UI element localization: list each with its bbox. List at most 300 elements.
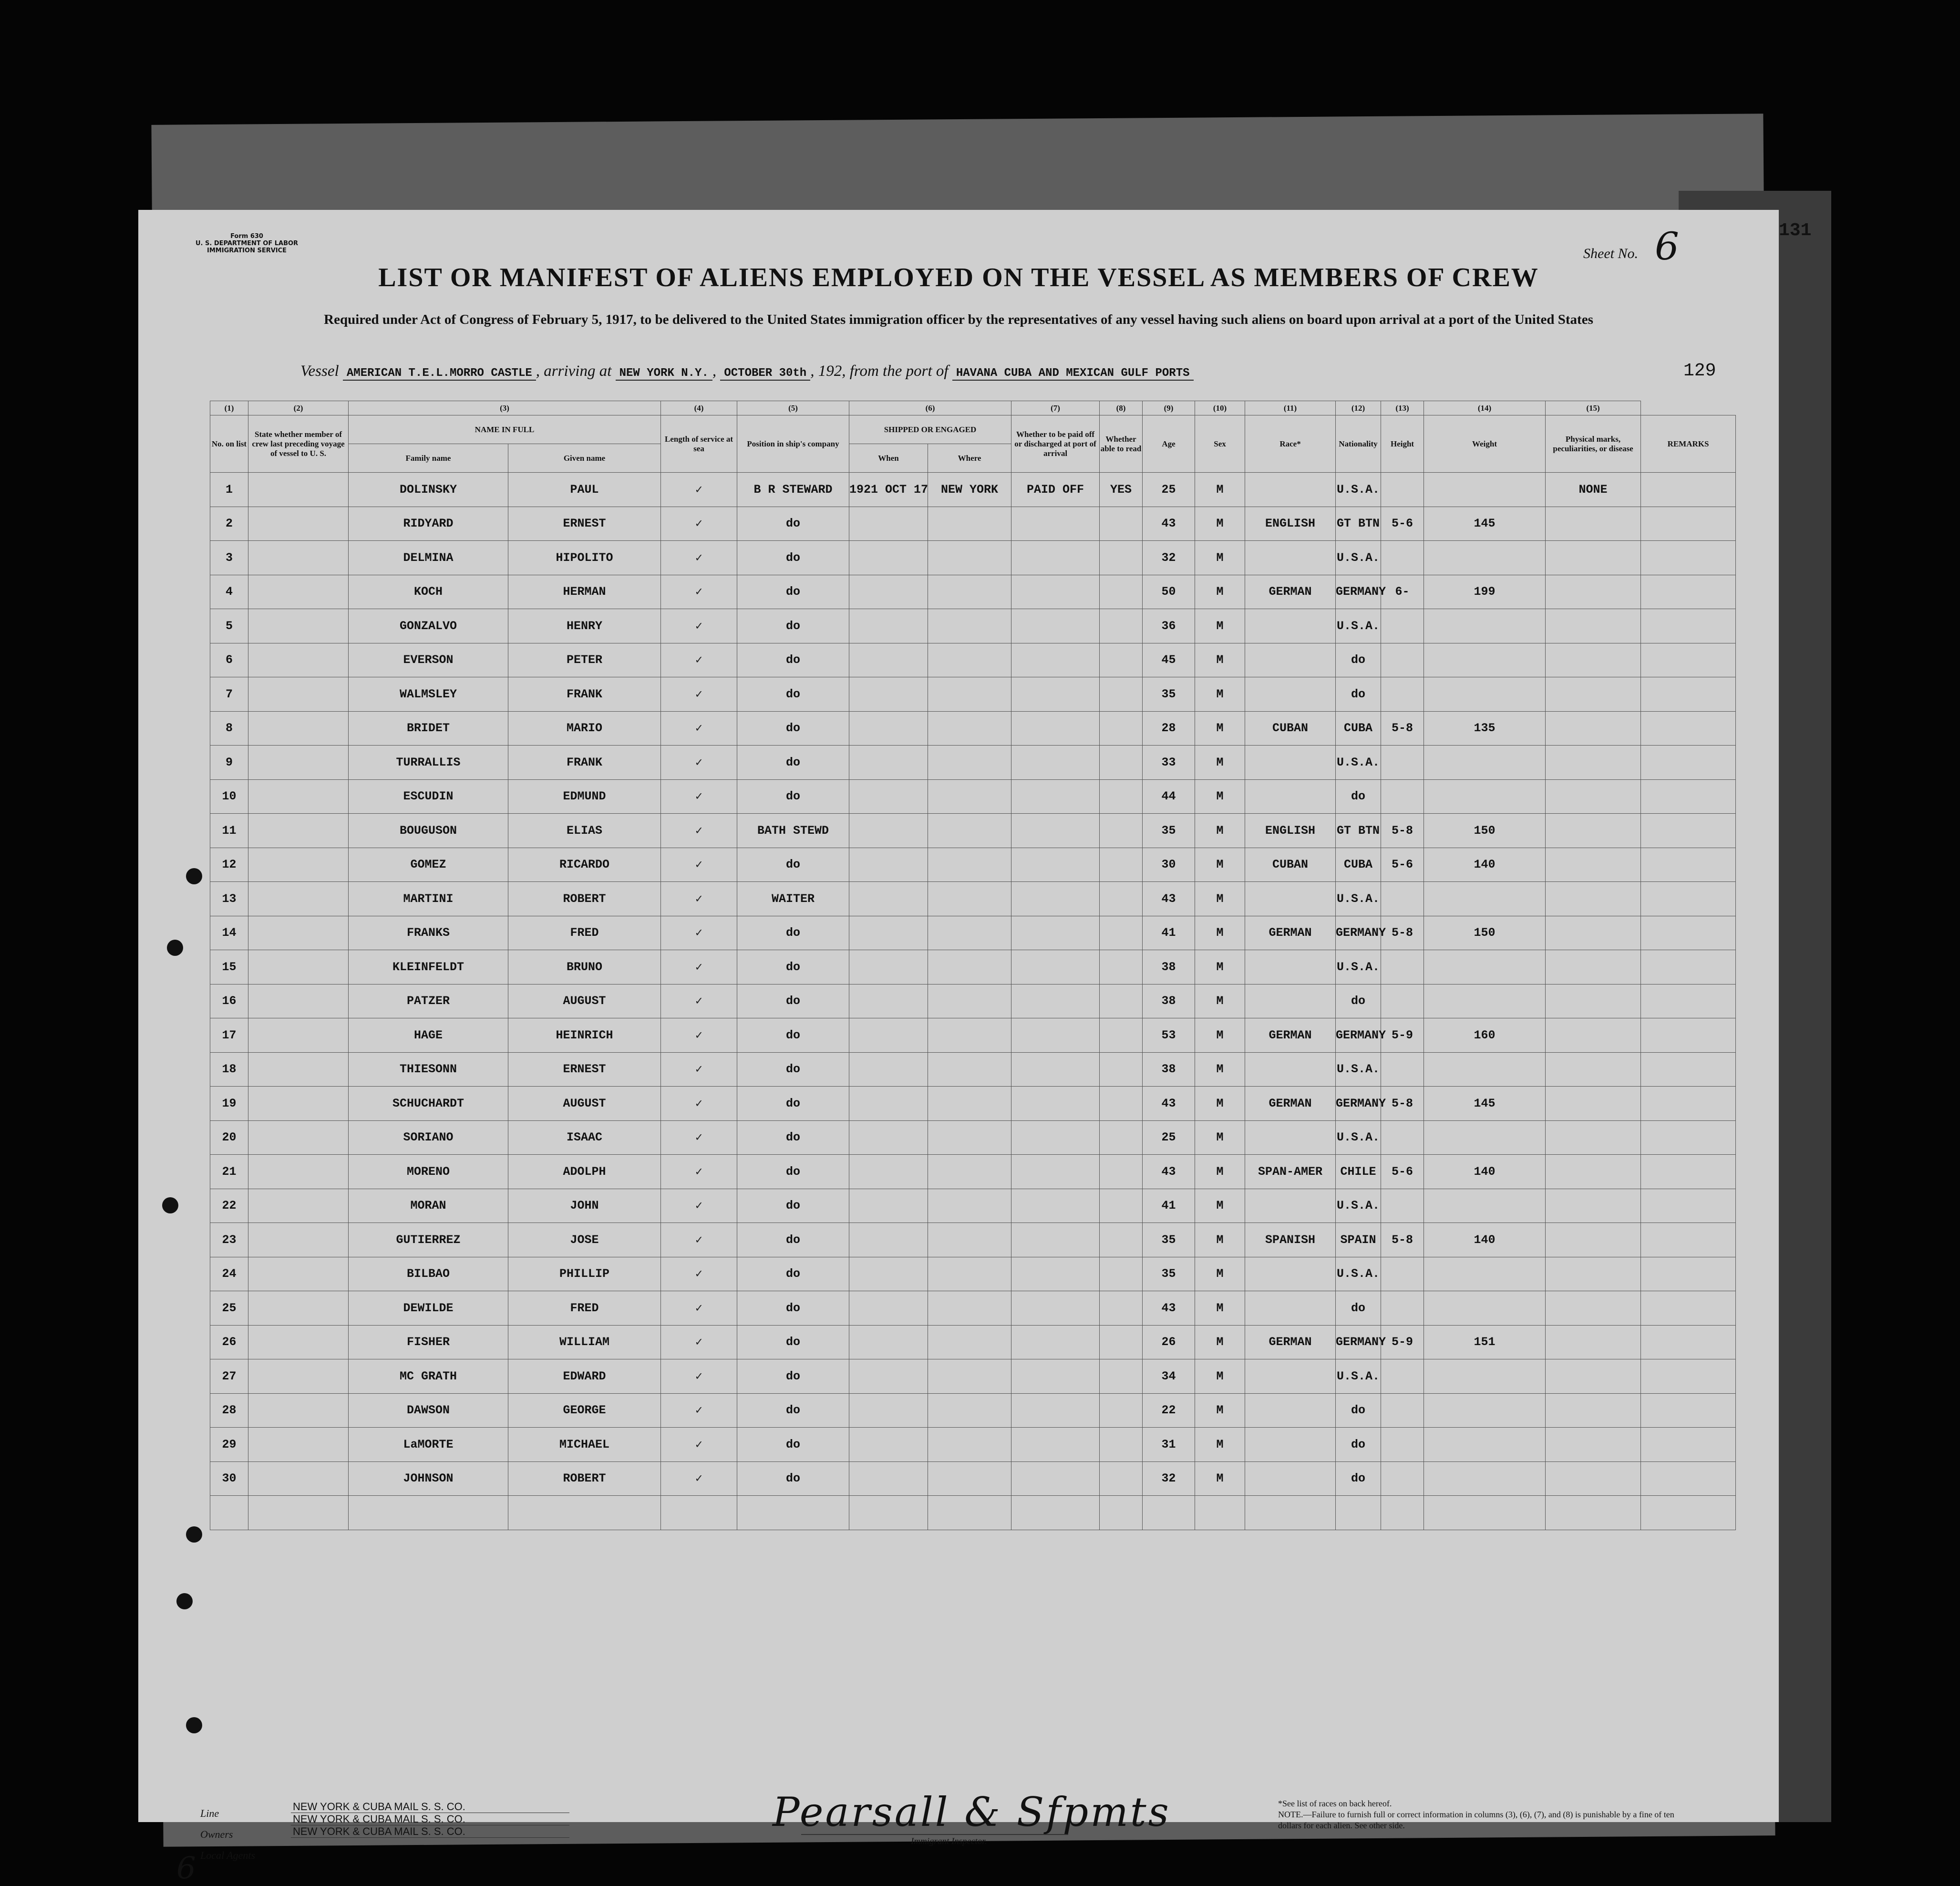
table-row — [210, 1393, 1736, 1428]
race: GERMAN — [1245, 575, 1336, 609]
paid-off — [1011, 1325, 1100, 1359]
sex: M — [1195, 984, 1245, 1018]
sex: M — [1195, 507, 1245, 541]
paid-off — [1011, 1257, 1100, 1291]
physical-marks — [1546, 609, 1641, 643]
given-name: ROBERT — [508, 882, 661, 916]
service-check: ✓ — [661, 1155, 737, 1189]
race — [1245, 950, 1336, 984]
blank-cell — [1336, 1496, 1381, 1530]
age: 44 — [1143, 779, 1195, 814]
row-number: 6 — [210, 643, 248, 677]
table-row — [210, 1052, 1736, 1087]
nationality: GERMANY — [1336, 1087, 1381, 1121]
sex: M — [1195, 1052, 1245, 1087]
weight: 140 — [1424, 848, 1546, 882]
table-row — [210, 1155, 1736, 1189]
family-name: RIDYARD — [349, 507, 508, 541]
physical-marks — [1546, 1393, 1641, 1428]
race — [1245, 1189, 1336, 1223]
physical-marks — [1546, 916, 1641, 950]
sex: M — [1195, 609, 1245, 643]
given-name: GEORGE — [508, 1393, 661, 1428]
able-to-read — [1100, 848, 1143, 882]
nationality: U.S.A. — [1336, 609, 1381, 643]
service-check: ✓ — [661, 814, 737, 848]
remarks — [1641, 1189, 1736, 1223]
weight — [1424, 1257, 1546, 1291]
table-row — [210, 541, 1736, 575]
row-number: 17 — [210, 1018, 248, 1053]
owners-stamp: NEW YORK & CUBA MAIL S. S. CO. — [291, 1813, 569, 1825]
shipped-when — [849, 711, 928, 746]
remarks — [1641, 609, 1736, 643]
shipped-when — [849, 814, 928, 848]
nationality: do — [1336, 984, 1381, 1018]
position: do — [737, 575, 849, 609]
service-check: ✓ — [661, 848, 737, 882]
age: 26 — [1143, 1325, 1195, 1359]
position: do — [737, 848, 849, 882]
nationality: GERMANY — [1336, 1325, 1381, 1359]
row-number: 10 — [210, 779, 248, 814]
nationality: U.S.A. — [1336, 882, 1381, 916]
col-num-14: (14) — [1424, 401, 1546, 415]
able-to-read — [1100, 677, 1143, 712]
paid-off — [1011, 1189, 1100, 1223]
nationality: GERMANY — [1336, 916, 1381, 950]
height: 5-8 — [1381, 814, 1424, 848]
family-name: MARTINI — [349, 882, 508, 916]
nationality: SPAIN — [1336, 1223, 1381, 1257]
state-whether-cell — [248, 1291, 349, 1326]
remarks — [1641, 779, 1736, 814]
remarks — [1641, 882, 1736, 916]
shipped-where — [928, 916, 1011, 950]
header-able-to-read: Whether able to read — [1100, 415, 1143, 473]
sex: M — [1195, 814, 1245, 848]
local-agent-number: 6 — [176, 1851, 196, 1886]
able-to-read — [1100, 1087, 1143, 1121]
state-whether-cell — [248, 1461, 349, 1496]
sex: M — [1195, 1325, 1245, 1359]
able-to-read — [1100, 1461, 1143, 1496]
remarks — [1641, 1461, 1736, 1496]
height — [1381, 1461, 1424, 1496]
row-number: 24 — [210, 1257, 248, 1291]
shipped-when — [849, 1223, 928, 1257]
col-num-4: (4) — [661, 401, 737, 415]
able-to-read — [1100, 746, 1143, 780]
family-name: KOCH — [349, 575, 508, 609]
col-num-5: (5) — [737, 401, 849, 415]
physical-marks — [1546, 677, 1641, 712]
weight — [1424, 1120, 1546, 1155]
position: do — [737, 711, 849, 746]
age: 35 — [1143, 814, 1195, 848]
paid-off — [1011, 1018, 1100, 1053]
service-check: ✓ — [661, 1120, 737, 1155]
service-check: ✓ — [661, 677, 737, 712]
row-number: 1 — [210, 473, 248, 507]
able-to-read — [1100, 814, 1143, 848]
nationality: U.S.A. — [1336, 950, 1381, 984]
race: GERMAN — [1245, 1018, 1336, 1053]
given-name: ERNEST — [508, 507, 661, 541]
header-age: Age — [1143, 415, 1195, 473]
height: 5-8 — [1381, 916, 1424, 950]
height — [1381, 882, 1424, 916]
shipped-where — [928, 746, 1011, 780]
state-whether-cell — [248, 916, 349, 950]
shipped-when — [849, 779, 928, 814]
vessel-label: Vessel — [300, 363, 339, 380]
weight: 160 — [1424, 1018, 1546, 1053]
state-whether-cell — [248, 1018, 349, 1053]
nationality: U.S.A. — [1336, 1257, 1381, 1291]
table-row — [210, 779, 1736, 814]
paid-off — [1011, 541, 1100, 575]
paid-off — [1011, 1461, 1100, 1496]
blank-cell — [210, 1496, 248, 1530]
shipped-where — [928, 984, 1011, 1018]
blank-row — [210, 1496, 1736, 1530]
position: do — [737, 507, 849, 541]
age: 43 — [1143, 1155, 1195, 1189]
physical-marks — [1546, 541, 1641, 575]
age: 30 — [1143, 848, 1195, 882]
header-shipped: SHIPPED OR ENGAGED — [849, 415, 1011, 444]
family-name: MORAN — [349, 1189, 508, 1223]
shipped-when — [849, 1120, 928, 1155]
sex: M — [1195, 1189, 1245, 1223]
height — [1381, 541, 1424, 575]
manifest-table-wrap — [210, 401, 1736, 1530]
paid-off — [1011, 677, 1100, 712]
binder-hole — [186, 1526, 202, 1543]
remarks — [1641, 507, 1736, 541]
remarks — [1641, 848, 1736, 882]
table-row — [210, 677, 1736, 712]
given-name: FRED — [508, 916, 661, 950]
shipped-where — [928, 1052, 1011, 1087]
row-number: 8 — [210, 711, 248, 746]
family-name: BOUGUSON — [349, 814, 508, 848]
age: 36 — [1143, 609, 1195, 643]
sex: M — [1195, 1018, 1245, 1053]
shipped-where — [928, 507, 1011, 541]
col-num-6: (6) — [849, 401, 1011, 415]
state-whether-cell — [248, 1359, 349, 1394]
family-name: LaMORTE — [349, 1428, 508, 1462]
position: do — [737, 1087, 849, 1121]
height — [1381, 1359, 1424, 1394]
arriving-label: , arriving at — [536, 363, 612, 380]
age: 45 — [1143, 643, 1195, 677]
header-where: Where — [928, 444, 1011, 473]
service-check: ✓ — [661, 1257, 737, 1291]
weight: 145 — [1424, 1087, 1546, 1121]
races-note: *See list of races on back hereof. — [1278, 1799, 1392, 1808]
blank-cell — [1100, 1496, 1143, 1530]
age: 50 — [1143, 575, 1195, 609]
given-name: HERMAN — [508, 575, 661, 609]
shipped-where — [928, 1257, 1011, 1291]
shipped-where — [928, 1393, 1011, 1428]
position: do — [737, 779, 849, 814]
row-number: 2 — [210, 507, 248, 541]
table-row — [210, 575, 1736, 609]
nationality: GERMANY — [1336, 575, 1381, 609]
col-num-1: (1) — [210, 401, 248, 415]
able-to-read — [1100, 1359, 1143, 1394]
remarks — [1641, 1223, 1736, 1257]
shipped-where — [928, 677, 1011, 712]
weight: 140 — [1424, 1155, 1546, 1189]
able-to-read — [1100, 609, 1143, 643]
row-number: 30 — [210, 1461, 248, 1496]
blank-cell — [349, 1496, 508, 1530]
inspector-signature: Pearsall & Sfpmts — [773, 1789, 1171, 1835]
race: CUBAN — [1245, 848, 1336, 882]
shipped-where — [928, 1189, 1011, 1223]
able-to-read — [1100, 1052, 1143, 1087]
given-name: AUGUST — [508, 1087, 661, 1121]
race — [1245, 1461, 1336, 1496]
arrival-date: OCTOBER 30th — [720, 367, 810, 381]
row-number: 26 — [210, 1325, 248, 1359]
shipped-where — [928, 643, 1011, 677]
shipped-where — [928, 1291, 1011, 1326]
position: do — [737, 1291, 849, 1326]
state-whether-cell — [248, 814, 349, 848]
height: 5-8 — [1381, 711, 1424, 746]
col-num-9: (9) — [1143, 401, 1195, 415]
blank-cell — [928, 1496, 1011, 1530]
physical-marks — [1546, 1120, 1641, 1155]
family-name: JOHNSON — [349, 1461, 508, 1496]
page-number: 129 — [1683, 361, 1716, 381]
state-whether-cell — [248, 1155, 349, 1189]
header-paid-off: Whether to be paid off or discharged at port of arrival — [1011, 415, 1100, 473]
able-to-read — [1100, 711, 1143, 746]
service-check: ✓ — [661, 984, 737, 1018]
height: 5-9 — [1381, 1018, 1424, 1053]
weight — [1424, 1052, 1546, 1087]
col-num-13: (13) — [1381, 401, 1424, 415]
col-num-3: (3) — [349, 401, 661, 415]
service-check: ✓ — [661, 541, 737, 575]
shipped-when — [849, 1461, 928, 1496]
family-name: FRANKS — [349, 916, 508, 950]
shipped-when — [849, 507, 928, 541]
remarks — [1641, 1325, 1736, 1359]
race — [1245, 1393, 1336, 1428]
race — [1245, 779, 1336, 814]
race — [1245, 473, 1336, 507]
race — [1245, 1052, 1336, 1087]
physical-marks — [1546, 882, 1641, 916]
col-num-10: (10) — [1195, 401, 1245, 415]
physical-marks — [1546, 1223, 1641, 1257]
service-check: ✓ — [661, 950, 737, 984]
height — [1381, 1052, 1424, 1087]
remarks — [1641, 677, 1736, 712]
state-whether-cell — [248, 507, 349, 541]
header-when: When — [849, 444, 928, 473]
given-name: WILLIAM — [508, 1325, 661, 1359]
physical-marks — [1546, 1189, 1641, 1223]
height — [1381, 984, 1424, 1018]
physical-marks — [1546, 1461, 1641, 1496]
row-number: 15 — [210, 950, 248, 984]
weight — [1424, 950, 1546, 984]
remarks — [1641, 916, 1736, 950]
shipped-where: NEW YORK — [928, 473, 1011, 507]
table-row — [210, 984, 1736, 1018]
inspector-label: Immigrant Inspector. — [911, 1836, 987, 1846]
age: 35 — [1143, 1257, 1195, 1291]
race — [1245, 746, 1336, 780]
height — [1381, 677, 1424, 712]
table-row — [210, 916, 1736, 950]
service-check: ✓ — [661, 1325, 737, 1359]
weight — [1424, 1291, 1546, 1326]
shipped-where — [928, 711, 1011, 746]
service-check: ✓ — [661, 916, 737, 950]
given-name: ROBERT — [508, 1461, 661, 1496]
row-number: 5 — [210, 609, 248, 643]
shipped-when — [849, 848, 928, 882]
table-row — [210, 1223, 1736, 1257]
shipped-where — [928, 1087, 1011, 1121]
weight — [1424, 1393, 1546, 1428]
row-number: 29 — [210, 1428, 248, 1462]
nationality: do — [1336, 1461, 1381, 1496]
age: 22 — [1143, 1393, 1195, 1428]
family-name: FISHER — [349, 1325, 508, 1359]
able-to-read — [1100, 1393, 1143, 1428]
shipped-when — [849, 1257, 928, 1291]
state-whether-cell — [248, 1393, 349, 1428]
nationality: U.S.A. — [1336, 746, 1381, 780]
table-row — [210, 1120, 1736, 1155]
sheet-no-label: Sheet No. — [1583, 246, 1638, 261]
blank-cell — [1424, 1496, 1546, 1530]
shipped-when — [849, 1291, 928, 1326]
weight — [1424, 473, 1546, 507]
header-state-whether: State whether member of crew last preceding voyage of vessel to U. S. — [248, 415, 349, 473]
race: CUBAN — [1245, 711, 1336, 746]
footer-labels — [200, 1803, 255, 1866]
state-whether-cell — [248, 848, 349, 882]
age: 43 — [1143, 507, 1195, 541]
agents-stamp: NEW YORK & CUBA MAIL S. S. CO. — [291, 1825, 569, 1838]
height — [1381, 1257, 1424, 1291]
nationality: do — [1336, 1428, 1381, 1462]
race: GERMAN — [1245, 1325, 1336, 1359]
remarks — [1641, 950, 1736, 984]
shipped-when — [849, 1189, 928, 1223]
header-weight: Weight — [1424, 415, 1546, 473]
table-row — [210, 1461, 1736, 1496]
blank-cell — [661, 1496, 737, 1530]
height — [1381, 746, 1424, 780]
binder-hole — [167, 940, 183, 956]
age: 25 — [1143, 473, 1195, 507]
table-row — [210, 848, 1736, 882]
given-name: PHILLIP — [508, 1257, 661, 1291]
paid-off — [1011, 507, 1100, 541]
manifest-sheet — [138, 210, 1812, 1886]
shipped-when — [849, 984, 928, 1018]
row-number: 11 — [210, 814, 248, 848]
blank-cell — [1641, 1496, 1736, 1530]
position: WAITER — [737, 882, 849, 916]
service-check: ✓ — [661, 711, 737, 746]
remarks — [1641, 1428, 1736, 1462]
department-name: U. S. DEPARTMENT OF LABOR — [196, 240, 299, 247]
paid-off — [1011, 1428, 1100, 1462]
weight: 150 — [1424, 916, 1546, 950]
race: ENGLISH — [1245, 507, 1336, 541]
remarks — [1641, 1257, 1736, 1291]
row-number: 25 — [210, 1291, 248, 1326]
corner-number: 131 — [1779, 220, 1812, 241]
shipped-when — [849, 643, 928, 677]
family-name: GONZALVO — [349, 609, 508, 643]
given-name: FRANK — [508, 746, 661, 780]
race — [1245, 1257, 1336, 1291]
shipped-where — [928, 779, 1011, 814]
family-name: SORIANO — [349, 1120, 508, 1155]
able-to-read — [1100, 541, 1143, 575]
shipped-where — [928, 950, 1011, 984]
family-name: DELMINA — [349, 541, 508, 575]
race — [1245, 882, 1336, 916]
age: 41 — [1143, 916, 1195, 950]
shipped-when — [849, 609, 928, 643]
weight — [1424, 541, 1546, 575]
paid-off — [1011, 1223, 1100, 1257]
header-family-name: Family name — [349, 444, 508, 473]
sex: M — [1195, 1291, 1245, 1326]
header-sex: Sex — [1195, 415, 1245, 473]
row-number: 20 — [210, 1120, 248, 1155]
remarks — [1641, 814, 1736, 848]
given-name: JOHN — [508, 1189, 661, 1223]
table-row — [210, 814, 1736, 848]
given-name: JOSE — [508, 1223, 661, 1257]
family-name: KLEINFELDT — [349, 950, 508, 984]
company-stamps — [291, 1801, 569, 1838]
paid-off — [1011, 1120, 1100, 1155]
given-name: BRUNO — [508, 950, 661, 984]
sex: M — [1195, 882, 1245, 916]
departure-port: HAVANA CUBA AND MEXICAN GULF PORTS — [952, 367, 1194, 381]
age: 28 — [1143, 711, 1195, 746]
race: ENGLISH — [1245, 814, 1336, 848]
sex: M — [1195, 1087, 1245, 1121]
paid-off — [1011, 882, 1100, 916]
paid-off — [1011, 575, 1100, 609]
state-whether-cell — [248, 677, 349, 712]
row-number: 12 — [210, 848, 248, 882]
physical-marks — [1546, 507, 1641, 541]
race — [1245, 1291, 1336, 1326]
weight — [1424, 984, 1546, 1018]
row-number: 4 — [210, 575, 248, 609]
